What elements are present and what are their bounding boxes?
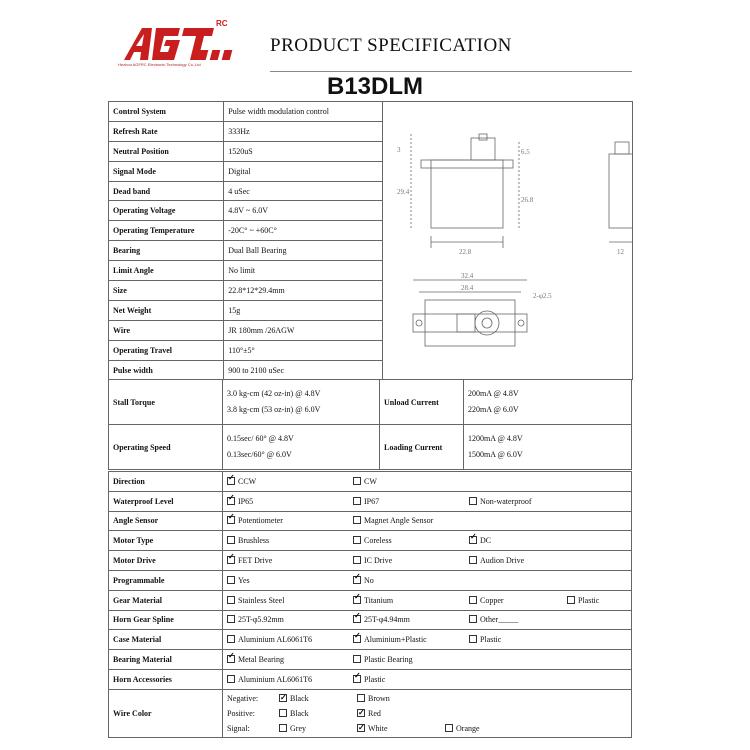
spec-label: Operating Temperature <box>109 221 224 241</box>
wire-positive-red: Red <box>368 708 381 718</box>
option-text: Brushless <box>238 536 270 546</box>
checkbox-icon[interactable] <box>279 694 287 702</box>
option-text: CW <box>364 476 377 486</box>
option-text: DC <box>480 536 492 546</box>
checkbox-icon[interactable] <box>227 655 235 663</box>
dim-26-8: 26.8 <box>521 196 534 204</box>
option-label: Motor Type <box>109 531 223 551</box>
table-row <box>109 261 383 281</box>
option-row <box>109 511 632 531</box>
option-text: Aluminium AL6061T6 <box>238 674 312 684</box>
spec-label: Bearing <box>109 241 224 261</box>
option-text: Potentiometer <box>238 516 283 526</box>
servo-dimension-drawing <box>383 101 633 380</box>
spec-value: 15g <box>224 300 383 320</box>
option-choice[interactable] <box>353 675 385 684</box>
unload-current-value-1: 200mA @ 4.8V <box>468 389 519 398</box>
option-text: Copper <box>480 595 504 605</box>
option-choice[interactable] <box>469 596 567 605</box>
option-text: Plastic <box>480 635 502 645</box>
option-text: Aluminium+Plastic <box>364 635 427 645</box>
wire-signal-label: Signal: <box>227 723 250 733</box>
option-choice[interactable] <box>227 536 353 545</box>
spec-value: 22.8*12*29.4mm <box>224 281 383 301</box>
operating-speed-value-1: 0.15sec/ 60° @ 4.8V <box>227 434 294 443</box>
spec-label: Operating Travel <box>109 340 224 360</box>
checkbox-icon[interactable] <box>353 635 361 643</box>
checkbox-icon[interactable] <box>279 709 287 717</box>
option-label: Case Material <box>109 630 223 650</box>
option-row <box>109 551 632 571</box>
option-text: Titanium <box>364 595 394 605</box>
option-choice[interactable] <box>567 596 599 605</box>
option-label: Angle Sensor <box>109 511 223 531</box>
wire-signal-white: White <box>368 723 388 733</box>
dim-29-4: 29.4 <box>397 188 410 196</box>
table-row <box>109 425 632 470</box>
checkbox-icon[interactable] <box>353 477 361 485</box>
spec-value: Pulse width modulation control <box>224 102 383 122</box>
wire-color-row <box>109 689 632 737</box>
unload-current-value-2: 220mA @ 6.0V <box>468 405 519 414</box>
option-text: Plastic <box>364 674 386 684</box>
checkbox-icon[interactable] <box>469 556 477 564</box>
spec-label: Wire <box>109 320 224 340</box>
checkbox-icon[interactable] <box>357 694 365 702</box>
checkbox-icon[interactable] <box>469 596 477 604</box>
horn-circle <box>475 311 499 335</box>
table-row <box>109 281 383 301</box>
spec-label: Size <box>109 281 224 301</box>
checkbox-icon[interactable] <box>227 516 235 524</box>
checkbox-icon[interactable] <box>445 724 453 732</box>
option-label: Bearing Material <box>109 650 223 670</box>
wire-negative-label: Negative: <box>227 693 259 703</box>
spec-table <box>108 101 383 380</box>
option-text: Plastic Bearing <box>364 655 413 665</box>
dimension-drawing-svg <box>383 102 632 380</box>
option-choice[interactable] <box>227 516 353 525</box>
table-row <box>109 320 383 340</box>
spec-label: Limit Angle <box>109 261 224 281</box>
option-choice[interactable] <box>353 536 469 545</box>
checkbox-icon[interactable] <box>353 576 361 584</box>
checkbox-icon[interactable] <box>227 536 235 544</box>
unload-current-label: Unload Current <box>380 380 464 425</box>
servo-body-end <box>609 154 632 228</box>
stall-torque-label: Stall Torque <box>109 380 223 425</box>
option-choice[interactable] <box>469 635 501 644</box>
end-shaft <box>615 142 629 154</box>
option-row <box>109 590 632 610</box>
spec-value: JR 180mm /26AGW <box>224 320 383 340</box>
wire-negative-brown: Brown <box>368 693 390 703</box>
wire-negative-line <box>227 691 627 706</box>
option-choice[interactable] <box>227 576 353 585</box>
option-label: Motor Drive <box>109 551 223 571</box>
checkbox-icon[interactable] <box>353 675 361 683</box>
option-choice[interactable] <box>227 655 353 664</box>
checkbox-icon[interactable] <box>353 615 361 623</box>
loading-current-value-1: 1200mA @ 4.8V <box>468 434 523 443</box>
servo-body-top <box>425 300 515 346</box>
table-row <box>109 121 383 141</box>
option-text: Coreless <box>364 536 392 546</box>
option-choice[interactable] <box>469 497 532 506</box>
spec-value: No limit <box>224 261 383 281</box>
option-choice[interactable] <box>353 596 469 605</box>
operating-speed-label: Operating Speed <box>109 425 223 470</box>
spec-label: Dead band <box>109 181 224 201</box>
option-choice[interactable] <box>353 576 374 585</box>
option-row <box>109 491 632 511</box>
table-row <box>109 102 383 122</box>
output-spline <box>479 134 487 140</box>
option-text: Stainless Steel <box>238 595 285 605</box>
option-choice[interactable] <box>227 497 353 506</box>
wire-positive-black: Black <box>290 708 309 718</box>
spec-label: Refresh Rate <box>109 121 224 141</box>
option-text: Plastic <box>578 595 600 605</box>
option-choice[interactable] <box>353 615 469 624</box>
checkbox-icon[interactable] <box>353 655 361 663</box>
dim-hole: 2-φ2.5 <box>533 292 552 300</box>
option-text: FET Drive <box>238 556 273 566</box>
checkbox-icon[interactable] <box>357 709 365 717</box>
dim-3: 3 <box>397 146 401 154</box>
option-choice[interactable] <box>227 615 353 624</box>
checkbox-icon[interactable] <box>227 596 235 604</box>
option-label: Horn Accessories <box>109 669 223 689</box>
option-text: Audion Drive <box>480 556 525 566</box>
checkbox-icon[interactable] <box>353 536 361 544</box>
option-text: Other_____ <box>480 615 519 625</box>
table-row <box>109 181 383 201</box>
spec-value: 110°±5° <box>224 340 383 360</box>
mount-flange <box>421 160 513 168</box>
option-choice[interactable] <box>469 536 491 545</box>
stall-torque-value-2: 3.8 kg-cm (53 oz-in) @ 6.0V <box>227 405 321 414</box>
option-choice[interactable] <box>353 655 413 664</box>
wire-signal-line <box>227 721 627 736</box>
checkbox-icon[interactable] <box>227 675 235 683</box>
options-table <box>108 471 632 738</box>
wire-positive-label: Positive: <box>227 708 256 718</box>
document-title: PRODUCT SPECIFICATION <box>270 35 512 56</box>
checkbox-icon[interactable] <box>357 724 365 732</box>
option-text: IC Drive <box>364 556 393 566</box>
table-row <box>109 201 383 221</box>
spec-value: 333Hz <box>224 121 383 141</box>
option-choice[interactable] <box>227 596 353 605</box>
option-text: No <box>364 575 374 585</box>
option-text: Yes <box>238 575 250 585</box>
spec-value: 1520uS <box>224 141 383 161</box>
checkbox-icon[interactable] <box>227 556 235 564</box>
option-text: 25T-φ5.92mm <box>238 615 284 625</box>
checkbox-icon[interactable] <box>353 596 361 604</box>
table-row <box>109 340 383 360</box>
dim-22-8: 22.8 <box>459 248 472 256</box>
loading-current-label: Loading Current <box>380 425 464 470</box>
option-label: Direction <box>109 472 223 492</box>
dim-28-4: 28.4 <box>461 284 474 292</box>
spec-value: -20C° ~ +60C° <box>224 221 383 241</box>
spec-label: Operating Voltage <box>109 201 224 221</box>
option-choice[interactable] <box>227 477 353 486</box>
table-row <box>109 380 632 425</box>
output-shaft-housing <box>471 138 495 160</box>
spec-value: Digital <box>224 161 383 181</box>
option-choice[interactable] <box>227 635 353 644</box>
company-name: Hezhou AGFRC Electronic Technology Co.,Ltd <box>118 62 201 67</box>
dim-12: 12 <box>617 248 624 256</box>
option-choice[interactable] <box>353 516 433 525</box>
wire-signal-orange: Orange <box>456 723 480 733</box>
option-row <box>109 472 632 492</box>
option-text: Aluminium AL6061T6 <box>238 635 312 645</box>
checkbox-icon[interactable] <box>567 596 575 604</box>
wire-signal-grey: Grey <box>290 723 306 733</box>
spec-value: 4.8V ~ 6.0V <box>224 201 383 221</box>
option-row <box>109 650 632 670</box>
logo-rc: RC <box>216 19 228 28</box>
checkbox-icon[interactable] <box>227 497 235 505</box>
spec-value: 900 to 2100 uSec <box>224 360 383 380</box>
dim-32-4: 32.4 <box>461 272 474 280</box>
checkbox-icon[interactable] <box>227 576 235 584</box>
option-row <box>109 570 632 590</box>
option-text: CCW <box>238 476 257 486</box>
option-choice[interactable] <box>353 556 469 565</box>
option-choice[interactable] <box>227 675 353 684</box>
operating-speed-value-2: 0.13sec/60° @ 6.0V <box>227 450 292 459</box>
option-label: Programmable <box>109 570 223 590</box>
table-row <box>109 161 383 181</box>
stall-torque-value-1: 3.0 kg-cm (42 oz-in) @ 4.8V <box>227 389 321 398</box>
option-choice[interactable] <box>469 615 518 624</box>
performance-table <box>108 379 632 470</box>
checkbox-icon[interactable] <box>227 477 235 485</box>
title-rule <box>270 71 632 72</box>
wire-positive-line <box>227 706 627 721</box>
option-choice[interactable] <box>353 497 469 506</box>
option-row <box>109 669 632 689</box>
spec-label: Signal Mode <box>109 161 224 181</box>
option-choice[interactable] <box>227 556 353 565</box>
option-text: IP67 <box>364 496 380 506</box>
table-row <box>109 221 383 241</box>
wire-negative-black: Black <box>290 693 309 703</box>
option-label: Horn Gear Spline <box>109 610 223 630</box>
option-choice[interactable] <box>469 556 524 565</box>
option-text: Magnet Angle Sensor <box>364 516 434 526</box>
option-label: Waterproof Level <box>109 491 223 511</box>
option-row <box>109 531 632 551</box>
spec-value: 4 uSec <box>224 181 383 201</box>
model-number: B13DLM <box>326 73 423 100</box>
servo-body-side <box>431 160 503 228</box>
option-text: 25T-φ4.94mm <box>364 615 410 625</box>
table-row <box>109 360 383 380</box>
spec-value: Dual Ball Bearing <box>224 241 383 261</box>
checkbox-icon[interactable] <box>227 615 235 623</box>
spec-label: Net Weight <box>109 300 224 320</box>
table-row <box>109 300 383 320</box>
checkbox-icon[interactable] <box>469 536 477 544</box>
wire-color-label: Wire Color <box>109 689 223 737</box>
option-row <box>109 610 632 630</box>
option-choice[interactable] <box>353 477 377 486</box>
option-label: Gear Material <box>109 590 223 610</box>
checkbox-icon[interactable] <box>279 724 287 732</box>
checkbox-icon[interactable] <box>469 615 477 623</box>
spec-label: Pulse width <box>109 360 224 380</box>
checkbox-icon[interactable] <box>469 635 477 643</box>
option-text: Metal Bearing <box>238 655 284 665</box>
spec-label: Neutral Position <box>109 141 224 161</box>
option-text: Non-waterproof <box>480 496 532 506</box>
dim-6-5: 6.5 <box>521 148 530 156</box>
checkbox-icon[interactable] <box>469 497 477 505</box>
option-row <box>109 630 632 650</box>
checkbox-icon[interactable] <box>353 556 361 564</box>
spec-label: Control System <box>109 102 224 122</box>
option-text: IP65 <box>238 496 254 506</box>
checkbox-icon[interactable] <box>227 635 235 643</box>
option-choice[interactable] <box>353 635 469 644</box>
loading-current-value-2: 1500mA @ 6.0V <box>468 450 523 459</box>
checkbox-icon[interactable] <box>353 497 361 505</box>
checkbox-icon[interactable] <box>353 516 361 524</box>
table-row <box>109 141 383 161</box>
table-row <box>109 241 383 261</box>
